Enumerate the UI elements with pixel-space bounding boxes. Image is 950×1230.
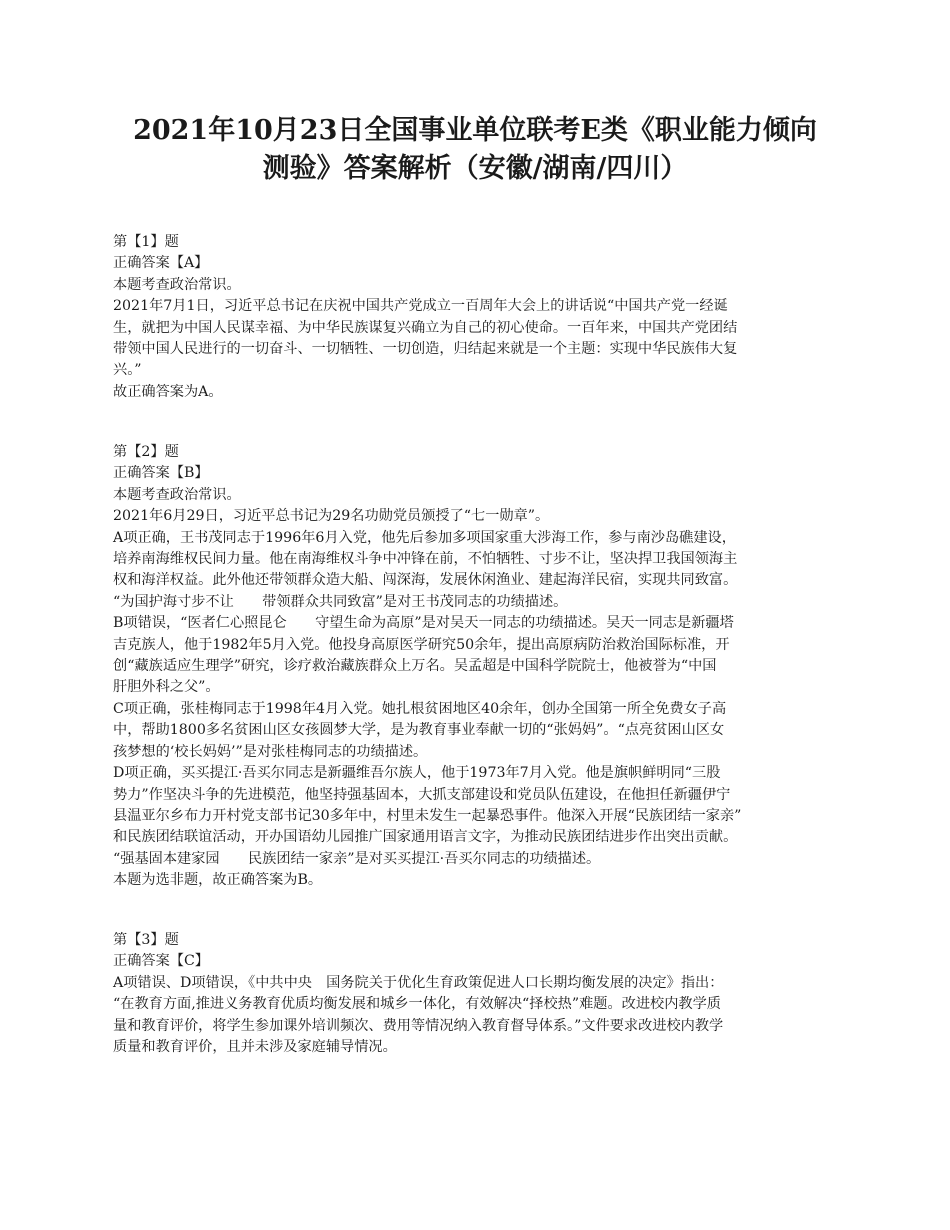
- explanation-line: 2021年7月1日，习近平总书记在庆祝中国共产党成立一百周年大会上的讲话说“中国共产党一经诞: [113, 298, 728, 315]
- explanation-line: “为国护海寸步不让 带领群众共同致富”是对王书茂同志的功绩描述。: [113, 593, 568, 610]
- question-2: [113, 442, 873, 892]
- explanation-line: 本题为选非题，故正确答案为B。: [113, 872, 323, 889]
- explanation-line: 势力”作坚决斗争的先进模范，他坚持强基固本，大抓支部建设和党员队伍建设，在他担任新疆伊宁: [113, 786, 731, 803]
- explanation-line: 带领中国人民进行的一切奋斗、一切牺牲、一切创造，归结起来就是一个主题：实现中华民族伟大复: [113, 341, 738, 358]
- explanation-line: A项正确，王书茂同志于1996年6月入党，他先后参加多项国家重大涉海工作，参与南沙岛礁建设，: [113, 529, 736, 546]
- explanation-line: 孩梦想的‘校长妈妈’”是对张桂梅同志的功绩描述。: [113, 743, 428, 760]
- explanation-line: 故正确答案为A。: [113, 383, 223, 400]
- explanation-line: 中，帮助1800多名贫困山区女孩圆梦大学，是为教育事业奉献一切的“张妈妈”。“点亮贫困山区女: [113, 722, 725, 739]
- question-header: 第【2】题: [113, 444, 179, 460]
- explanation-line: 本题考查政治常识。: [113, 486, 241, 503]
- question-header: 第【3】题: [113, 932, 179, 948]
- explanation-line: 本题考查政治常识。: [113, 276, 241, 293]
- correct-answer: 正确答案【B】: [113, 465, 209, 482]
- title-line-2: 测验》答案解析（安徽/湖南/四川）: [262, 153, 688, 184]
- page-title: [80, 112, 870, 188]
- correct-answer: 正确答案【A】: [113, 255, 209, 272]
- question-header: 第【1】题: [113, 234, 179, 250]
- explanation-line: C项正确，张桂梅同志于1998年4月入党。她扎根贫困地区40余年，创办全国第一所全免费女子高: [113, 700, 727, 717]
- title-line-1: 2021年10月23日全国事业单位联考E类《职业能力倾向: [133, 115, 817, 146]
- explanation-line: D项正确，买买提江·吾买尔同志是新疆维吾尔族人，他于1973年7月入党。他是旗帜鲜明同“三股: [113, 765, 721, 782]
- explanation-line: 权和海洋权益。此外他还带领群众造大船、闯深海，发展休闲渔业、建起海洋民宿，实现共同致富。: [113, 572, 738, 589]
- explanation-line: 培养南海维权民间力量。他在南海维权斗争中冲锋在前，不怕牺牲、寸步不让，坚决捍卫我国领海主: [113, 551, 738, 568]
- explanation-line: A项错误、D项错误，《中共中央 国务院关于优化生育政策促进人口长期均衡发展的决定》指出：: [113, 974, 724, 991]
- question-1: [113, 232, 873, 403]
- explanation-line: 县温亚尔乡布力开村党支部书记30多年中，村里未发生一起暴恐事件。他深入开展“民族团结一家亲”: [113, 807, 742, 824]
- correct-answer: 正确答案【C】: [113, 953, 209, 970]
- explanation-line: 质量和教育评价，且并未涉及家庭辅导情况。: [113, 1039, 397, 1056]
- explanation-line: B项错误，“医者仁心照昆仑 守望生命为高原”是对吴天一同志的功绩描述。吴天一同志是新疆塔: [113, 615, 734, 632]
- explanation-line: 兴。”: [113, 362, 142, 379]
- explanation-line: 生，就把为中国人民谋幸福、为中华民族谋复兴确立为自己的初心使命。一百年来，中国共产党团结: [113, 319, 738, 336]
- explanation-line: 肝胆外科之父”。: [113, 679, 220, 696]
- explanation-line: “在教育方面,推进义务教育优质均衡发展和城乡一体化，有效解决“择校热”难题。改进校内教学质: [113, 996, 721, 1013]
- explanation-line: 吉克族人，他于1982年5月入党。他投身高原医学研究50余年，提出高原病防治救治国际标准，开: [113, 636, 730, 653]
- explanation-line: 创“藏族适应生理学”研究，诊疗救治藏族群众上万名。吴孟超是中国科学院院士，他被誉为“中国: [113, 658, 717, 675]
- explanation-line: 和民族团结联谊活动，开办国语幼儿园推广国家通用语言文字，为推动民族团结进步作出突出贡献。: [113, 829, 738, 846]
- explanation-line: 量和教育评价，将学生参加课外培训频次、费用等情况纳入教育督导体系。”文件要求改进校内教学: [113, 1017, 724, 1034]
- explanation-line: “强基固本建家园 民族团结一家亲”是对买买提江·吾买尔同志的功绩描述。: [113, 850, 601, 867]
- explanation-line: 2021年6月29日，习近平总书记为29名功勋党员颁授了“七一勋章”。: [113, 508, 550, 525]
- question-3: [113, 930, 873, 1058]
